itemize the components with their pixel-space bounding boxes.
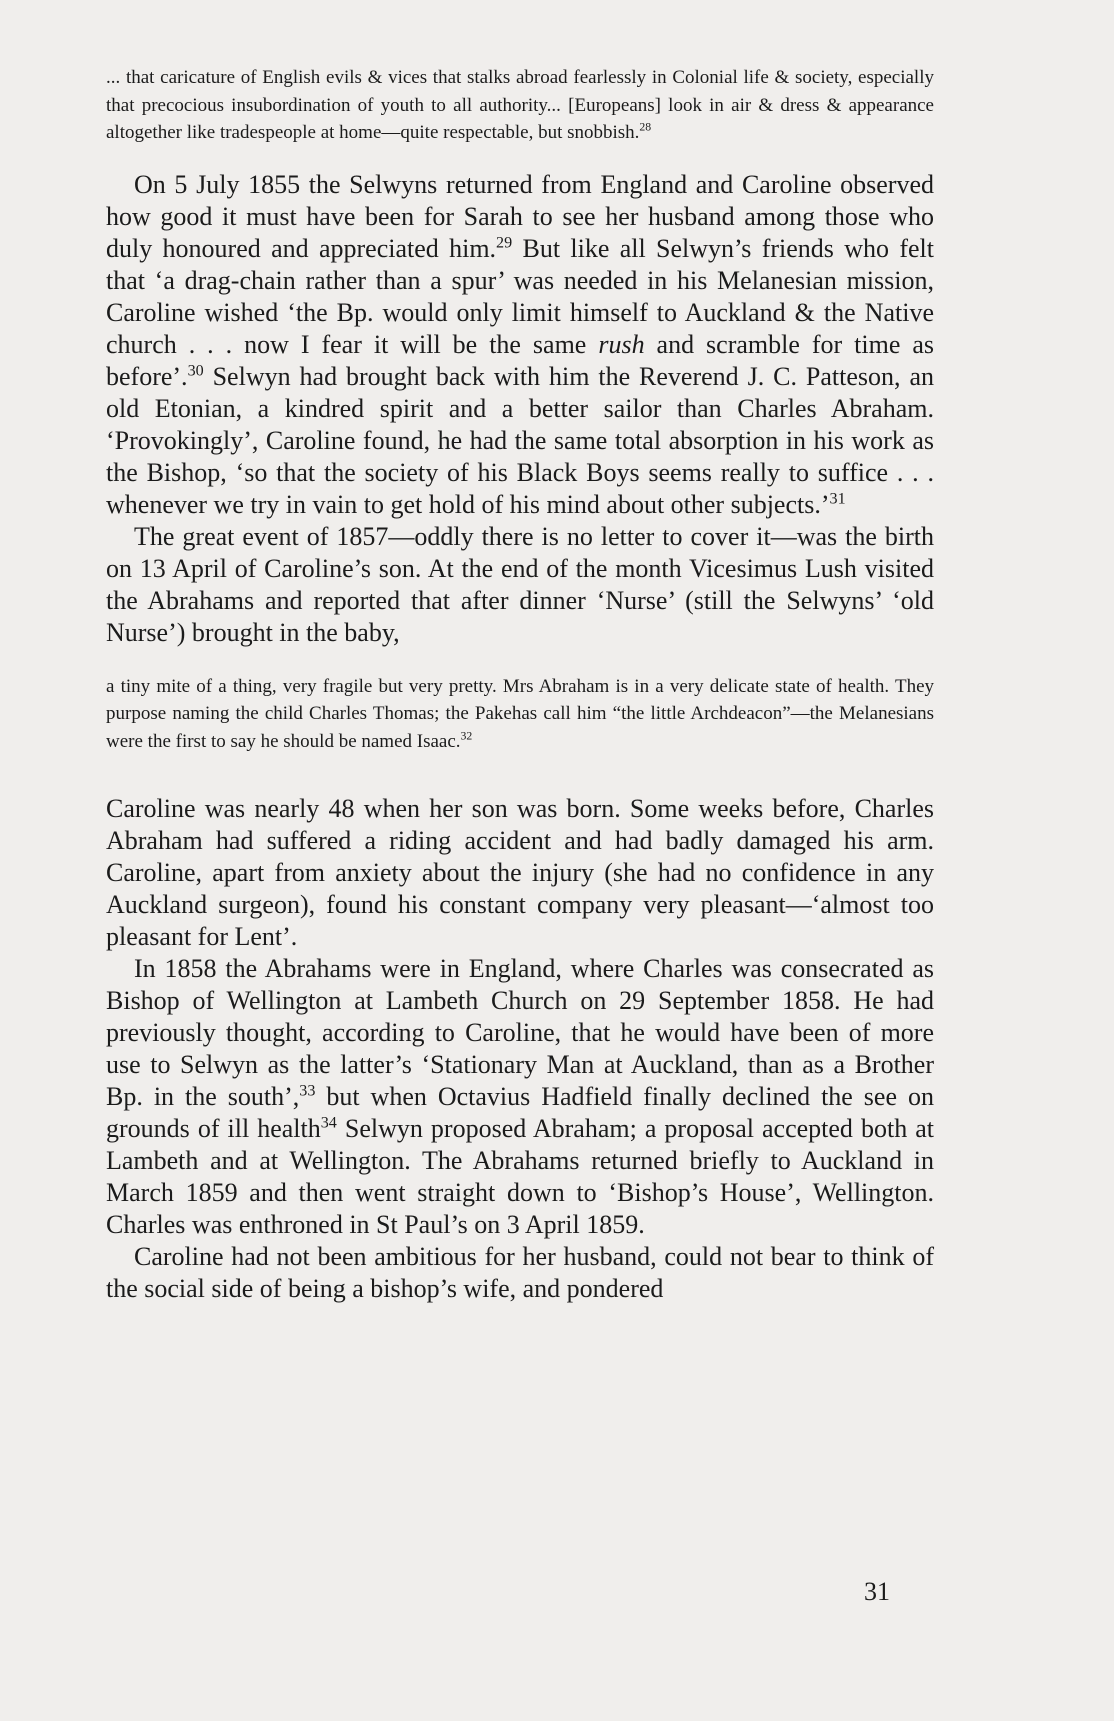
footnote-ref-31: 31 (829, 489, 846, 507)
footnote-ref-33: 33 (299, 1082, 316, 1100)
paragraph-text: but when Octavius Hadfield finally declined the see on grounds of ill health (106, 1082, 934, 1143)
paragraph-not-ambitious (106, 1241, 934, 1305)
block-quote-lush-letter (106, 64, 934, 147)
paragraph-text: The great event of 1857—oddly there is no letter to cover it—was the birth on 13 April of Caroline’s son. At the end of the month Vicesimus Lush visited the Abrahams and reported that after dinner ‘Nurse’ (still the Selwyns’ ‘old Nurse’) brought in the baby, (106, 521, 934, 647)
paragraph-text: Caroline was nearly 48 when her son was born. Some weeks before, Charles Abraham had suffered a riding accident and had badly damaged his arm. Caroline, apart from anxiety about the injury (she had no confidence in any Auckland surgeon), found his constant company very pleasant—‘almost too pleasant for Lent’. (106, 794, 934, 951)
paragraph-consecration (106, 953, 934, 1241)
quote-text: ... that caricature of English evils & vices that stalks abroad fearlessly in Colonial life & society, especially that precocious insubordination of youth to all authority... [Europeans] look in air & dress & appearance altogether like tradespeople at home—quite respectable, but snobbish. (106, 67, 934, 143)
paragraph-selwyns-return (106, 169, 934, 521)
footnote-ref-28: 28 (639, 120, 652, 134)
page-body (106, 64, 934, 1305)
paragraph-text: and scramble for time as before’. (106, 329, 934, 391)
paragraph-text: On 5 July 1855 the Selwyns returned from England and Caroline observed how good it must have been for Sarah to see her husband among those who duly honoured and appreciated him. (106, 169, 934, 263)
paragraph-caroline-age (106, 793, 934, 953)
quote-text: a tiny mite of a thing, very fragile but very pretty. Mrs Abraham is in a very delicate state of health. They purpose naming the child Charles Thomas; the Pakehas call him “the little Archdeacon”—the Melanesians were the first to say he should be named Isaac. (106, 675, 934, 752)
block-quote-tiny-mite (106, 673, 934, 756)
paragraph-text: Selwyn had brought back with him the Reverend J. C. Patteson, an old Etonian, a kindred spirit and a better sailor than Charles Abraham. ‘Provokingly’, Caroline found, he had the same total absorption in his work as the Bishop, ‘so that the society of his Black Boys seems really to suffice . . . whenever we try in vain to get hold of his mind about other subjects.’ (106, 361, 934, 519)
page-number: 31 (864, 1577, 890, 1606)
paragraph-text: But like all Selwyn’s friends who felt that ‘a drag-chain rather than a spur’ was needed in his Melanesian mission, Caroline wished ‘the Bp. would only limit himself to Auckland & the Native church . . . now I fear it will be the same (106, 233, 934, 359)
italic-word-rush: rush (598, 329, 645, 359)
paragraph-birth-of-son (106, 521, 934, 649)
paragraph-text: Selwyn proposed Abraham; a proposal accepted both at Lambeth and at Wellington. The Abrahams returned briefly to Auckland in March 1859 and then went straight down to ‘Bishop’s House’, Wellington. Charles was enthroned in St Paul’s on 3 April 1859. (106, 1114, 934, 1239)
footnote-ref-30: 30 (187, 361, 204, 379)
footnote-ref-34: 34 (320, 1114, 337, 1132)
paragraph-text: Caroline had not been ambitious for her husband, could not bear to think of the social side of being a bishop’s wife, and pondered (106, 1242, 934, 1303)
paragraph-text: In 1858 the Abrahams were in England, where Charles was consecrated as Bishop of Wellington at Lambeth Church on 29 September 1858. He had previously thought, according to Caroline, that he would have been of more use to Selwyn as the latter’s ‘Stationary Man at Auckland, than as a Brother Bp. in the south’, (106, 954, 934, 1111)
footnote-ref-29: 29 (496, 233, 513, 251)
footnote-ref-32: 32 (460, 729, 473, 743)
